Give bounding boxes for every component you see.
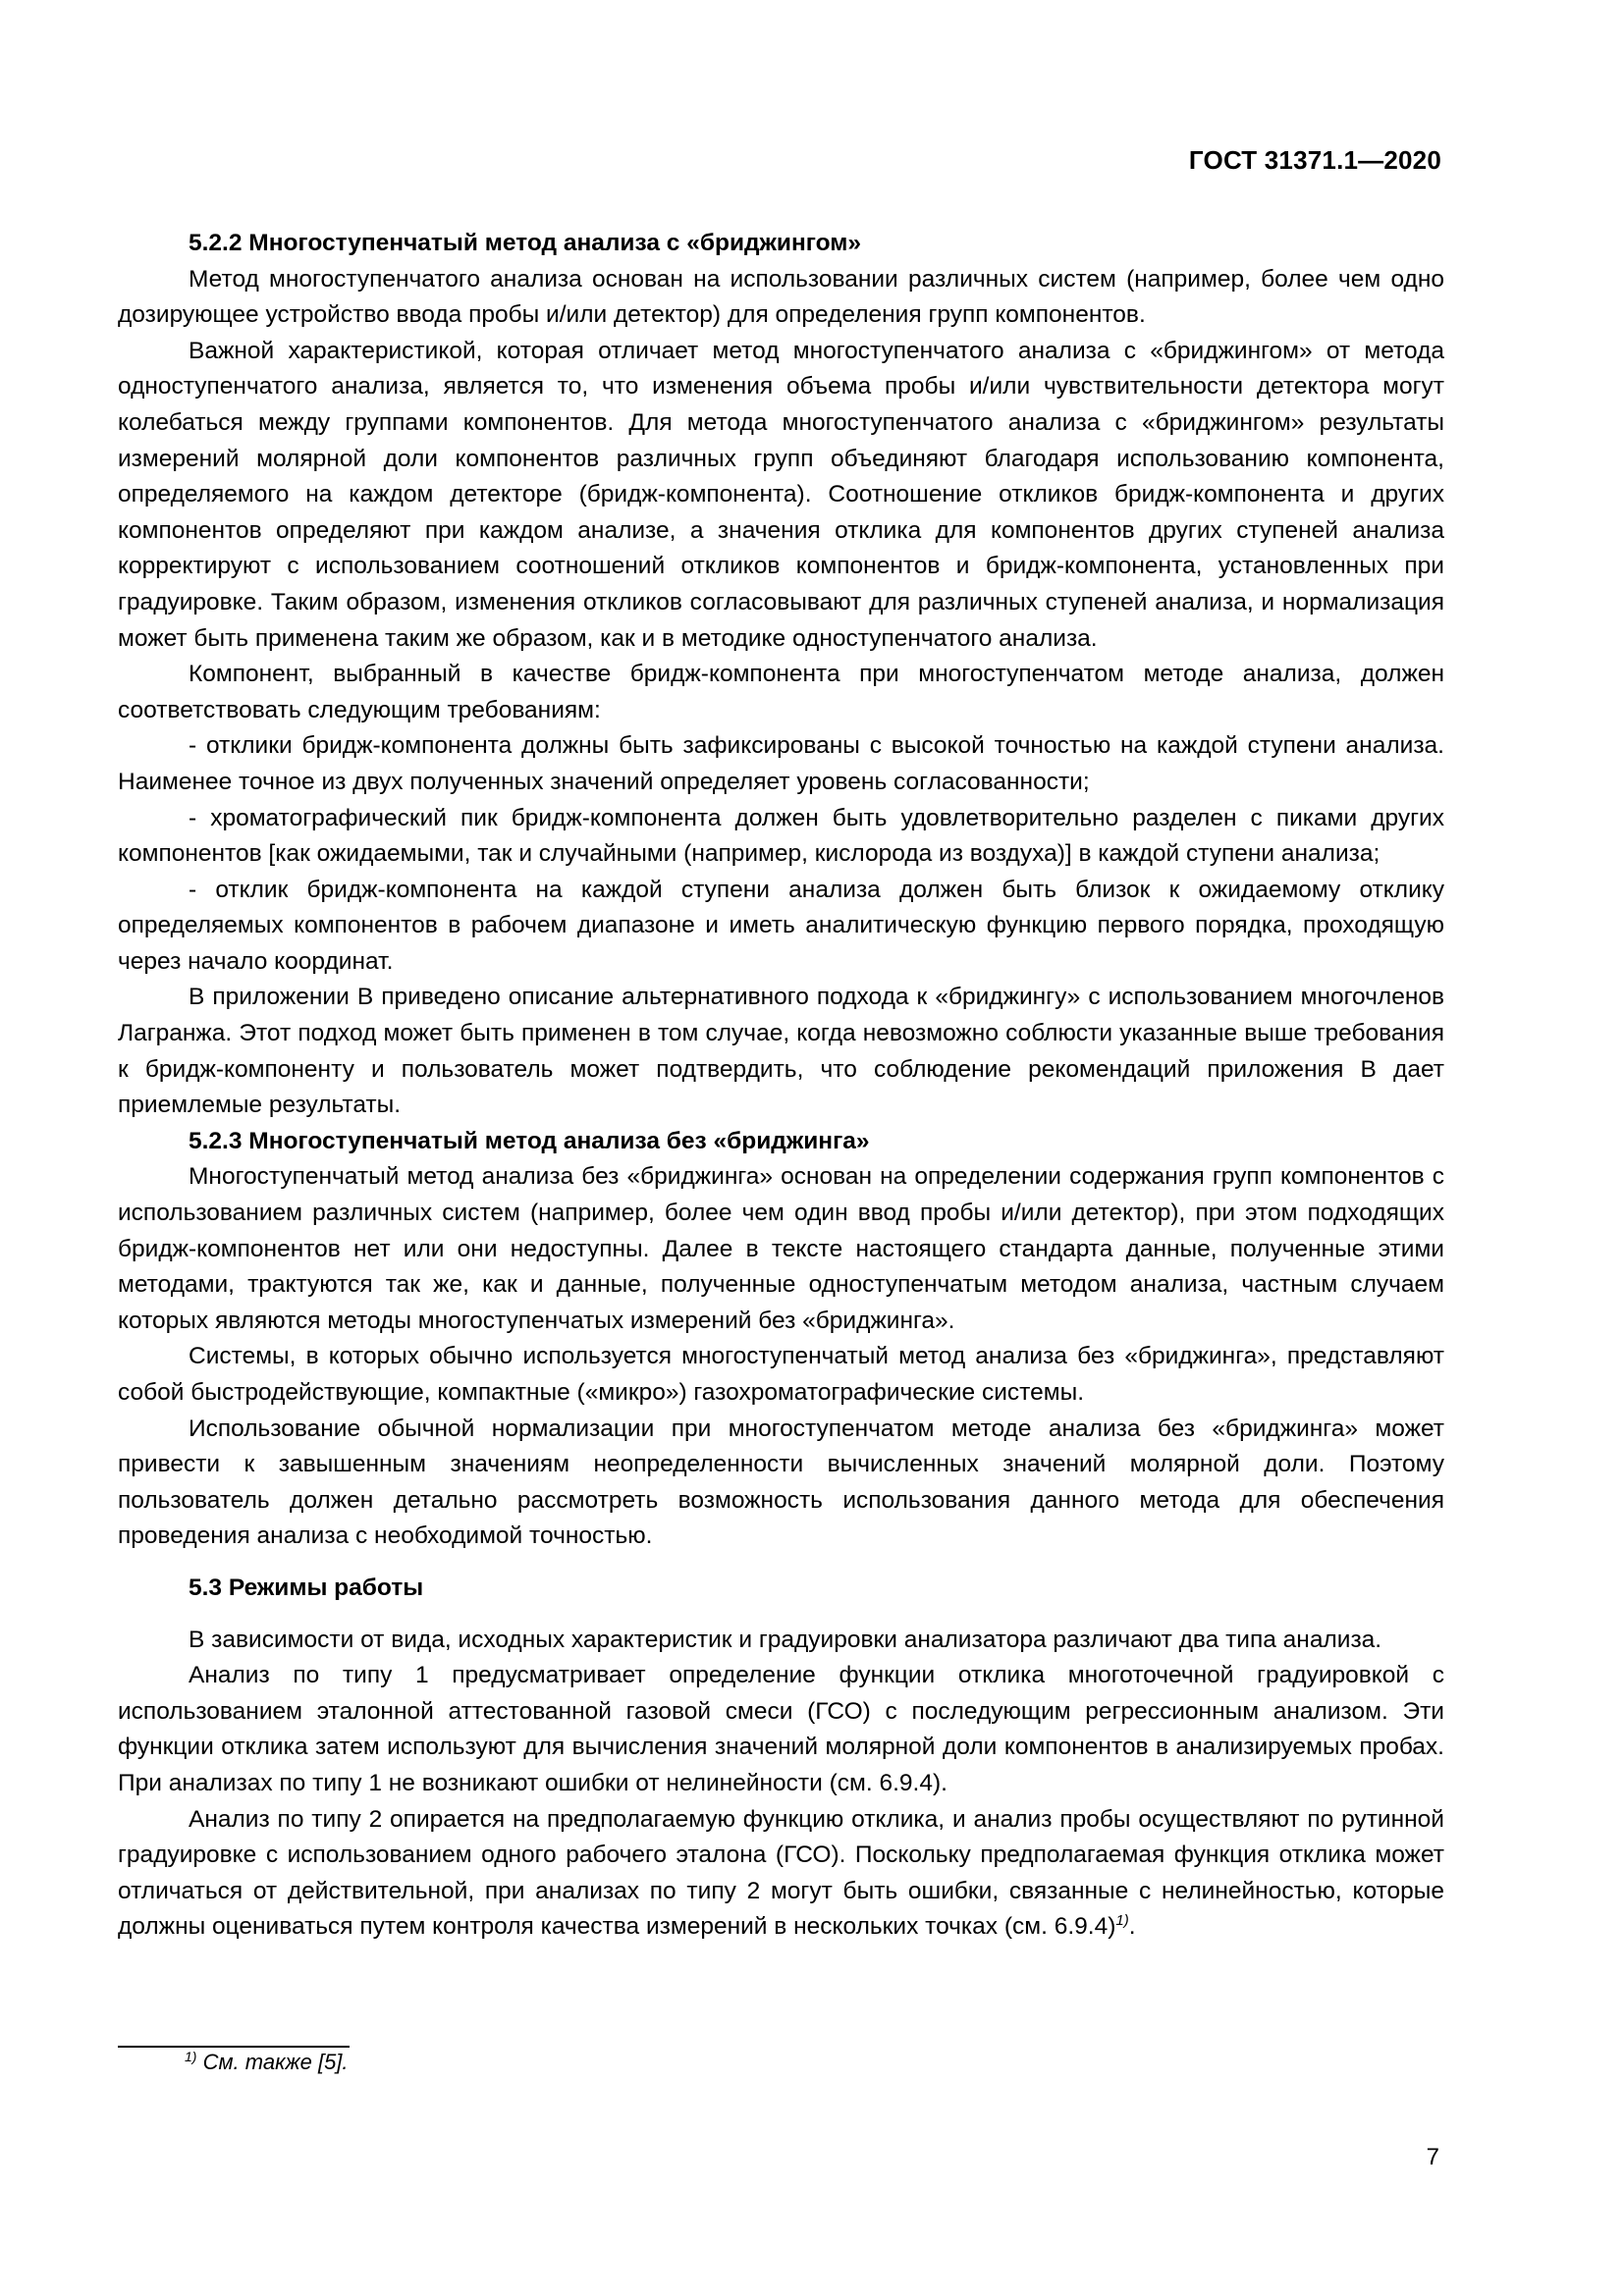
list-item-requirement: - хроматографический пик бридж-компонента должен быть удовлетворительно разделен с пиками других компонентов [как ожидаемыми, так и случайными (например, кислорода из воздуха)] в каждой ступени анализа; xyxy=(118,804,1444,868)
document-code-header: ГОСТ 31371.1—2020 xyxy=(1188,145,1441,175)
paragraph: Системы, в которых обычно используется многоступенчатый метод анализа без «бриджинга», представляют собой быстродействующие, компактные («микро») газохроматографические системы. xyxy=(118,1343,1444,1406)
footnote-text: См. также [5]. xyxy=(202,2050,349,2074)
footnote xyxy=(185,2050,349,2075)
list-item-requirement: - отклики бридж-компонента должны быть зафиксированы с высокой точностью на каждой ступени анализа. Наименее точное из двух полученных значений определяет уровень согласованности; xyxy=(118,732,1444,795)
paragraph: Использование обычной нормализации при многоступенчатом методе анализа без «бриджинга» может привести к завышенным значениям неопределенности вычисленных значений молярной доли. Поэтому пользователь должен детально рассмотреть возможность использования данного метода для обеспечения проведения анализа с необходимой точностью. xyxy=(118,1415,1444,1550)
footnote-marker: 1) xyxy=(185,2049,197,2064)
document-body xyxy=(118,226,1444,1946)
paragraph xyxy=(118,1802,1444,1946)
paragraph: Многоступенчатый метод анализа без «бриджинга» основан на определении содержания групп компонентов с использованием различных систем (например, более чем один ввод пробы и/или детектор), при этом подходящих бридж-компонентов нет или они недоступны. Далее в тексте настоящего стандарта данные, полученные этими методами, трактуются так же, как и данные, полученные одноступенчатым методом анализа, частным случаем которых являются методы многоступенчатых измерений без «бриджинга». xyxy=(118,1163,1444,1334)
paragraph: В зависимости от вида, исходных характеристик и градуировки анализатора различают два типа анализа. xyxy=(189,1626,1382,1653)
list-item-requirement: - отклик бридж-компонента на каждой ступени анализа должен быть близок к ожидаемому отклику определяемых компонентов в рабочем диапазоне и иметь аналитическую функцию первого порядка, проходящую через начало координат. xyxy=(118,876,1444,975)
paragraph: Важной характеристикой, которая отличает метод многоступенчатого анализа с «бриджингом» от метода одноступенчатого анализа, является то, что изменения объема пробы и/или чувствительности детектора могут колебаться между группами компонентов. Для метода многоступенчатого анализа с «бриджингом» результаты измерений молярной доли компонентов различных групп объединяют благодаря использованию компонента, определяемого на каждом детекторе (бридж-компонента). Соотношение откликов бридж-компонента и других компонентов определяют при каждом анализе, а значения отклика для компонентов других ступеней анализа корректируют с использованием соотношений откликов компонентов и бридж-компонента, установленных при градуировке. Таким образом, изменения откликов согласовывают для различных ступеней анализа, и нормализация может быть применена таким же образом, как и в методике одноступенчатого анализа. xyxy=(118,337,1444,652)
page-number: 7 xyxy=(1426,2144,1439,2170)
heading-5-2-2: 5.2.2 Многоступенчатый метод анализа с «бриджингом» xyxy=(189,230,862,256)
footnote-separator xyxy=(118,2046,350,2048)
heading-5-2-3: 5.2.3 Многоступенчатый метод анализа без «бриджинга» xyxy=(189,1127,870,1154)
paragraph: Метод многоступенчатого анализа основан на использовании различных систем (например, более чем одно дозирующее устройство ввода пробы и/или детектор) для определения групп компонентов. xyxy=(118,265,1444,329)
footnote-reference[interactable]: 1) xyxy=(1115,1912,1129,1930)
paragraph: Анализ по типу 1 предусматривает определение функции отклика многоточечной градуировкой с использованием эталонной аттестованной газовой смеси (ГСО) с последующим регрессионным анализом. Эти функции отклика затем используют для вычисления значений молярной доли компонентов в анализируемых пробах. При анализах по типу 1 не возникают ошибки от нелинейности (см. 6.9.4). xyxy=(118,1662,1444,1796)
paragraph-text: Анализ по типу 2 опирается на предполагаемую функцию отклика, и анализ пробы осуществляют по рутинной градуировке с использованием одного рабочего эталона (ГСО). Поскольку предполагаемая функция отклика может отличаться от действительной, при анализах по типу 2 могут быть ошибки, связанные с нелинейностью, которые должны оцениваться путем контроля качества измерений в нескольких точках (см. 6.9.4) xyxy=(118,1805,1444,1941)
paragraph-end-punctuation: . xyxy=(1128,1913,1136,1941)
paragraph: Компонент, выбранный в качестве бридж-компонента при многоступенчатом методе анализа, должен соответствовать следующим требованиям: xyxy=(118,661,1444,723)
paragraph: В приложении В приведено описание альтернативного подхода к «бриджингу» с использованием многочленов Лагранжа. Этот подход может быть применен в том случае, когда невозможно соблюсти указанные выше требования к бридж-компоненту и пользователь может подтвердить, что соблюдение рекомендаций приложения В дает приемлемые результаты. xyxy=(118,984,1444,1119)
heading-5-3: 5.3 Режимы работы xyxy=(189,1574,424,1601)
